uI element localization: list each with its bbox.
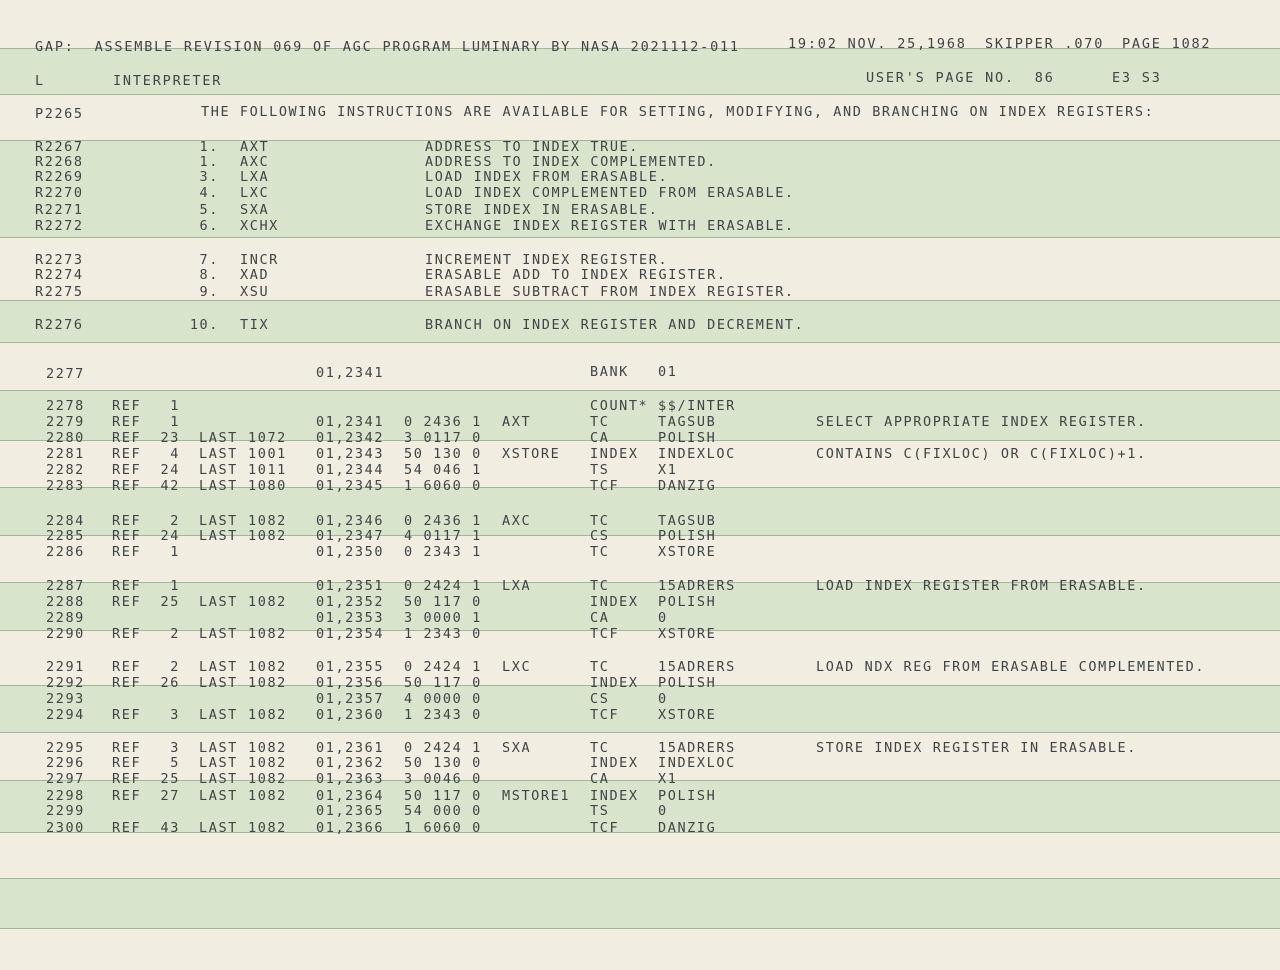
last-page: 1082 bbox=[248, 659, 287, 675]
green-bar bbox=[0, 780, 1280, 832]
opcode: CA bbox=[590, 771, 610, 787]
code-comment: STORE INDEX REGISTER IN ERASABLE. bbox=[816, 740, 1138, 756]
code-line-number: 2291 bbox=[46, 659, 85, 675]
ref-marker: REF bbox=[112, 771, 142, 787]
ref-count: 24 bbox=[160, 528, 180, 544]
memory-address: 01,2351 bbox=[316, 578, 385, 594]
memory-address: 01,2363 bbox=[316, 771, 385, 787]
memory-address: 01,2343 bbox=[316, 446, 385, 462]
code-line-number: 2298 bbox=[46, 788, 85, 804]
operand: TAGSUB bbox=[658, 414, 717, 430]
paper-rule bbox=[0, 390, 1280, 391]
ref-count: 3 bbox=[170, 740, 180, 756]
page-marker: E3 S3 bbox=[1112, 70, 1162, 86]
ref-marker: REF bbox=[112, 626, 142, 642]
memory-address: 01,2346 bbox=[316, 513, 385, 529]
symbol-label: AXC bbox=[502, 513, 532, 529]
octal-word: 50 117 0 bbox=[404, 788, 482, 804]
opcode: CS bbox=[590, 528, 610, 544]
octal-word: 3 0000 1 bbox=[404, 610, 482, 626]
last-page: 1082 bbox=[248, 513, 287, 529]
ref-marker: REF bbox=[112, 788, 142, 804]
ref-marker: REF bbox=[112, 594, 142, 610]
octal-word: 0 2436 1 bbox=[404, 513, 482, 529]
opcode: TC bbox=[590, 578, 610, 594]
code-line-number: 2281 bbox=[46, 446, 85, 462]
last-page: 1082 bbox=[248, 771, 287, 787]
instruction-description: ERASABLE ADD TO INDEX REGISTER. bbox=[425, 267, 727, 283]
symbol-label: LXC bbox=[502, 659, 532, 675]
instruction-opcode: INCR bbox=[240, 252, 279, 268]
bank-opcode: BANK bbox=[590, 364, 629, 380]
operand: POLISH bbox=[658, 528, 717, 544]
memory-address: 01,2352 bbox=[316, 594, 385, 610]
operand: POLISH bbox=[658, 430, 717, 446]
operand: POLISH bbox=[658, 594, 717, 610]
octal-word: 50 117 0 bbox=[404, 675, 482, 691]
ref-marker: REF bbox=[112, 478, 142, 494]
last-page: 1082 bbox=[248, 675, 287, 691]
opcode: TC bbox=[590, 513, 610, 529]
ref-count: 23 bbox=[160, 430, 180, 446]
last-marker: LAST bbox=[199, 659, 238, 675]
last-marker: LAST bbox=[199, 771, 238, 787]
octal-word: 1 6060 0 bbox=[404, 820, 482, 836]
ref-marker: REF bbox=[112, 528, 142, 544]
paper-rule bbox=[0, 440, 1280, 441]
operand: XSTORE bbox=[658, 544, 717, 560]
print-timestamp: 19:02 NOV. 25,1968 bbox=[788, 36, 967, 52]
memory-address: 01,2364 bbox=[316, 788, 385, 804]
last-marker: LAST bbox=[199, 513, 238, 529]
instruction-description: LOAD INDEX FROM ERASABLE. bbox=[425, 169, 669, 185]
memory-address: 01,2355 bbox=[316, 659, 385, 675]
opcode: TC bbox=[590, 740, 610, 756]
last-marker: LAST bbox=[199, 788, 238, 804]
code-line-number: 2288 bbox=[46, 594, 85, 610]
ref-count: 42 bbox=[160, 478, 180, 494]
code-line-number: 2282 bbox=[46, 462, 85, 478]
operand: X1 bbox=[658, 771, 678, 787]
paper-rule bbox=[0, 94, 1280, 95]
symbol-label: XSTORE bbox=[502, 446, 561, 462]
octal-word: 50 130 0 bbox=[404, 446, 482, 462]
instruction-description: INCREMENT INDEX REGISTER. bbox=[425, 252, 669, 268]
instruction-number: 9. bbox=[199, 284, 219, 300]
last-page: 1082 bbox=[248, 740, 287, 756]
instruction-opcode: TIX bbox=[240, 317, 270, 333]
green-bar bbox=[0, 878, 1280, 928]
instruction-number: 8. bbox=[199, 267, 219, 283]
opcode: TS bbox=[590, 803, 610, 819]
instruction-line-id: R2276 bbox=[35, 317, 84, 333]
memory-address: 01,2362 bbox=[316, 755, 385, 771]
opcode: CA bbox=[590, 430, 610, 446]
ref-marker: REF bbox=[112, 740, 142, 756]
paper-rule bbox=[0, 535, 1280, 536]
octal-word: 0 2424 1 bbox=[404, 740, 482, 756]
octal-word: 4 0000 0 bbox=[404, 691, 482, 707]
last-marker: LAST bbox=[199, 430, 238, 446]
log-type: L bbox=[35, 73, 45, 89]
last-page: 1082 bbox=[248, 820, 287, 836]
code-line-number: 2300 bbox=[46, 820, 85, 836]
green-bar bbox=[0, 685, 1280, 732]
last-page: 1001 bbox=[248, 446, 287, 462]
code-line-number: 2292 bbox=[46, 675, 85, 691]
octal-word: 1 2343 0 bbox=[404, 707, 482, 723]
bank-operand: 01 bbox=[658, 364, 678, 380]
instruction-number: 6. bbox=[199, 218, 219, 234]
symbol-label: MSTORE1 bbox=[502, 788, 571, 804]
instruction-line-id: R2270 bbox=[35, 185, 84, 201]
opcode: TC bbox=[590, 414, 610, 430]
operand: XSTORE bbox=[658, 626, 717, 642]
operand: INDEXLOC bbox=[658, 446, 736, 462]
code-comment: LOAD NDX REG FROM ERASABLE COMPLEMENTED. bbox=[816, 659, 1206, 675]
code-line-number: 2285 bbox=[46, 528, 85, 544]
ref-count: 2 bbox=[170, 513, 180, 529]
paper-rule bbox=[0, 878, 1280, 879]
code-line-number: 2278 bbox=[46, 398, 85, 414]
section-title: INTERPRETER bbox=[113, 73, 223, 89]
instruction-line-id: R2275 bbox=[35, 284, 84, 300]
last-marker: LAST bbox=[199, 528, 238, 544]
paper-rule bbox=[0, 342, 1280, 343]
operand: XSTORE bbox=[658, 707, 717, 723]
memory-address: 01,2341 bbox=[316, 414, 385, 430]
ref-marker: REF bbox=[112, 398, 142, 414]
memory-address: 01,2353 bbox=[316, 610, 385, 626]
ref-count: 2 bbox=[170, 659, 180, 675]
instruction-number: 10. bbox=[189, 317, 219, 333]
octal-word: 50 130 0 bbox=[404, 755, 482, 771]
last-marker: LAST bbox=[199, 462, 238, 478]
ref-count: 1 bbox=[170, 544, 180, 560]
opcode: TS bbox=[590, 462, 610, 478]
paper-rule bbox=[0, 780, 1280, 781]
memory-address: 01,2365 bbox=[316, 803, 385, 819]
operand: 15ADRERS bbox=[658, 659, 736, 675]
octal-word: 0 2424 1 bbox=[404, 659, 482, 675]
last-page: 1011 bbox=[248, 462, 287, 478]
ref-marker: REF bbox=[112, 755, 142, 771]
last-marker: LAST bbox=[199, 675, 238, 691]
code-comment: CONTAINS C(FIXLOC) OR C(FIXLOC)+1. bbox=[816, 446, 1147, 462]
memory-address: 01,2366 bbox=[316, 820, 385, 836]
instruction-opcode: SXA bbox=[240, 202, 270, 218]
last-page: 1082 bbox=[248, 528, 287, 544]
ref-marker: REF bbox=[112, 544, 142, 560]
octal-word: 0 2436 1 bbox=[404, 414, 482, 430]
instruction-line-id: R2268 bbox=[35, 154, 84, 170]
octal-word: 3 0046 0 bbox=[404, 771, 482, 787]
instruction-number: 4. bbox=[199, 185, 219, 201]
paper-rule bbox=[0, 630, 1280, 631]
memory-address: 01,2344 bbox=[316, 462, 385, 478]
octal-word: 54 000 0 bbox=[404, 803, 482, 819]
memory-address: 01,2354 bbox=[316, 626, 385, 642]
ref-marker: REF bbox=[112, 462, 142, 478]
ref-count: 43 bbox=[160, 820, 180, 836]
operand: INDEXLOC bbox=[658, 755, 736, 771]
opcode: TCF bbox=[590, 707, 620, 723]
ref-marker: REF bbox=[112, 430, 142, 446]
last-page: 1082 bbox=[248, 594, 287, 610]
last-marker: LAST bbox=[199, 820, 238, 836]
octal-word: 1 2343 0 bbox=[404, 626, 482, 642]
ref-marker: REF bbox=[112, 513, 142, 529]
instruction-description: STORE INDEX IN ERASABLE. bbox=[425, 202, 659, 218]
users-page-number: USER'S PAGE NO. 86 bbox=[866, 70, 1055, 86]
ref-count: 3 bbox=[170, 707, 180, 723]
last-page: 1082 bbox=[248, 626, 287, 642]
instruction-number: 1. bbox=[199, 139, 219, 155]
instruction-number: 7. bbox=[199, 252, 219, 268]
instruction-line-id: R2271 bbox=[35, 202, 84, 218]
instruction-description: ERASABLE SUBTRACT FROM INDEX REGISTER. bbox=[425, 284, 795, 300]
ref-count: 25 bbox=[160, 771, 180, 787]
instruction-opcode: XSU bbox=[240, 284, 270, 300]
opcode: TC bbox=[590, 544, 610, 560]
opcode: INDEX bbox=[590, 788, 639, 804]
operand: 0 bbox=[658, 803, 668, 819]
memory-address: 01,2347 bbox=[316, 528, 385, 544]
last-marker: LAST bbox=[199, 478, 238, 494]
opcode: INDEX bbox=[590, 446, 639, 462]
page-number: PAGE 1082 bbox=[1122, 36, 1212, 52]
opcode: CS bbox=[590, 691, 610, 707]
paper-rule bbox=[0, 832, 1280, 833]
instruction-opcode: LXA bbox=[240, 169, 270, 185]
memory-address: 01,2345 bbox=[316, 478, 385, 494]
last-marker: LAST bbox=[199, 740, 238, 756]
memory-address: 01,2360 bbox=[316, 707, 385, 723]
opcode: TC bbox=[590, 659, 610, 675]
memory-address: 01,2357 bbox=[316, 691, 385, 707]
ref-marker: REF bbox=[112, 446, 142, 462]
operand: DANZIG bbox=[658, 478, 717, 494]
code-line-number: 2295 bbox=[46, 740, 85, 756]
operand: $$/INTER bbox=[658, 398, 736, 414]
instruction-description: ADDRESS TO INDEX TRUE. bbox=[425, 139, 640, 155]
ref-marker: REF bbox=[112, 707, 142, 723]
ref-count: 1 bbox=[170, 398, 180, 414]
code-line-number: 2284 bbox=[46, 513, 85, 529]
octal-word: 0 2424 1 bbox=[404, 578, 482, 594]
instruction-number: 3. bbox=[199, 169, 219, 185]
code-line-number: 2286 bbox=[46, 544, 85, 560]
ref-marker: REF bbox=[112, 578, 142, 594]
operand: 15ADRERS bbox=[658, 578, 736, 594]
instruction-description: BRANCH ON INDEX REGISTER AND DECREMENT. bbox=[425, 317, 805, 333]
octal-word: 1 6060 0 bbox=[404, 478, 482, 494]
code-line-number: 2293 bbox=[46, 691, 85, 707]
operand: TAGSUB bbox=[658, 513, 717, 529]
ref-count: 24 bbox=[160, 462, 180, 478]
memory-address: 01,2342 bbox=[316, 430, 385, 446]
ref-count: 2 bbox=[170, 626, 180, 642]
instruction-opcode: AXC bbox=[240, 154, 270, 170]
opcode: TCF bbox=[590, 626, 620, 642]
last-marker: LAST bbox=[199, 707, 238, 723]
instruction-line-id: R2273 bbox=[35, 252, 84, 268]
instruction-opcode: AXT bbox=[240, 139, 270, 155]
code-line-number: 2296 bbox=[46, 755, 85, 771]
octal-word: 4 0117 1 bbox=[404, 528, 482, 544]
operand: 0 bbox=[658, 691, 668, 707]
bank-line-number: 2277 bbox=[46, 366, 85, 382]
last-marker: LAST bbox=[199, 755, 238, 771]
code-comment: LOAD INDEX REGISTER FROM ERASABLE. bbox=[816, 578, 1147, 594]
assembly-title: GAP: ASSEMBLE REVISION 069 OF AGC PROGRAM LUMINARY BY NASA 2021112-011 bbox=[35, 39, 740, 55]
code-line-number: 2287 bbox=[46, 578, 85, 594]
ref-count: 1 bbox=[170, 414, 180, 430]
last-marker: LAST bbox=[199, 446, 238, 462]
paper-rule bbox=[0, 487, 1280, 488]
instruction-description: EXCHANGE INDEX REIGSTER WITH ERASABLE. bbox=[425, 218, 795, 234]
operand: X1 bbox=[658, 462, 678, 478]
code-line-number: 2279 bbox=[46, 414, 85, 430]
paper-rule bbox=[0, 685, 1280, 686]
paper-rule bbox=[0, 928, 1280, 929]
code-line-number: 2283 bbox=[46, 478, 85, 494]
instruction-number: 1. bbox=[199, 154, 219, 170]
code-comment: SELECT APPROPRIATE INDEX REGISTER. bbox=[816, 414, 1147, 430]
symbol-label: AXT bbox=[502, 414, 532, 430]
octal-word: 50 117 0 bbox=[404, 594, 482, 610]
bank-address: 01,2341 bbox=[316, 365, 385, 381]
last-page: 1082 bbox=[248, 755, 287, 771]
code-line-number: 2290 bbox=[46, 626, 85, 642]
ref-marker: REF bbox=[112, 414, 142, 430]
operand: 0 bbox=[658, 610, 668, 626]
operand: DANZIG bbox=[658, 820, 717, 836]
ref-count: 5 bbox=[170, 755, 180, 771]
instruction-opcode: XAD bbox=[240, 267, 270, 283]
ref-count: 26 bbox=[160, 675, 180, 691]
octal-word: 3 0117 0 bbox=[404, 430, 482, 446]
ref-marker: REF bbox=[112, 820, 142, 836]
memory-address: 01,2361 bbox=[316, 740, 385, 756]
opcode: TCF bbox=[590, 478, 620, 494]
intro-line-id: P2265 bbox=[35, 106, 84, 122]
ref-count: 4 bbox=[170, 446, 180, 462]
green-bar bbox=[0, 487, 1280, 535]
operand: 15ADRERS bbox=[658, 740, 736, 756]
last-page: 1080 bbox=[248, 478, 287, 494]
ref-count: 27 bbox=[160, 788, 180, 804]
instruction-description: LOAD INDEX COMPLEMENTED FROM ERASABLE. bbox=[425, 185, 795, 201]
octal-word: 0 2343 1 bbox=[404, 544, 482, 560]
opcode: COUNT* bbox=[590, 398, 649, 414]
last-page: 1082 bbox=[248, 707, 287, 723]
code-line-number: 2280 bbox=[46, 430, 85, 446]
last-page: 1072 bbox=[248, 430, 287, 446]
ref-marker: REF bbox=[112, 675, 142, 691]
octal-word: 54 046 1 bbox=[404, 462, 482, 478]
operand: POLISH bbox=[658, 675, 717, 691]
ref-count: 1 bbox=[170, 578, 180, 594]
operand: POLISH bbox=[658, 788, 717, 804]
instruction-opcode: LXC bbox=[240, 185, 270, 201]
opcode: INDEX bbox=[590, 594, 639, 610]
memory-address: 01,2356 bbox=[316, 675, 385, 691]
ref-marker: REF bbox=[112, 659, 142, 675]
last-page: 1082 bbox=[248, 788, 287, 804]
instruction-opcode: XCHX bbox=[240, 218, 279, 234]
intro-text: THE FOLLOWING INSTRUCTIONS ARE AVAILABLE FOR SETTING, MODIFYING, AND BRANCHING ON INDEX REGISTERS: bbox=[201, 104, 1155, 120]
opcode: CA bbox=[590, 610, 610, 626]
symbol-label: LXA bbox=[502, 578, 532, 594]
paper-rule bbox=[0, 300, 1280, 301]
symbol-label: SXA bbox=[502, 740, 532, 756]
paper-rule bbox=[0, 237, 1280, 238]
instruction-number: 5. bbox=[199, 202, 219, 218]
skipper-label: SKIPPER .070 bbox=[985, 36, 1105, 52]
code-line-number: 2294 bbox=[46, 707, 85, 723]
code-line-number: 2289 bbox=[46, 610, 85, 626]
instruction-line-id: R2272 bbox=[35, 218, 84, 234]
instruction-description: ADDRESS TO INDEX COMPLEMENTED. bbox=[425, 154, 717, 170]
code-line-number: 2297 bbox=[46, 771, 85, 787]
last-marker: LAST bbox=[199, 594, 238, 610]
instruction-line-id: R2269 bbox=[35, 169, 84, 185]
instruction-line-id: R2274 bbox=[35, 267, 84, 283]
code-line-number: 2299 bbox=[46, 803, 85, 819]
opcode: INDEX bbox=[590, 675, 639, 691]
instruction-line-id: R2267 bbox=[35, 139, 84, 155]
memory-address: 01,2350 bbox=[316, 544, 385, 560]
paper-rule bbox=[0, 732, 1280, 733]
ref-count: 25 bbox=[160, 594, 180, 610]
last-marker: LAST bbox=[199, 626, 238, 642]
opcode: INDEX bbox=[590, 755, 639, 771]
opcode: TCF bbox=[590, 820, 620, 836]
